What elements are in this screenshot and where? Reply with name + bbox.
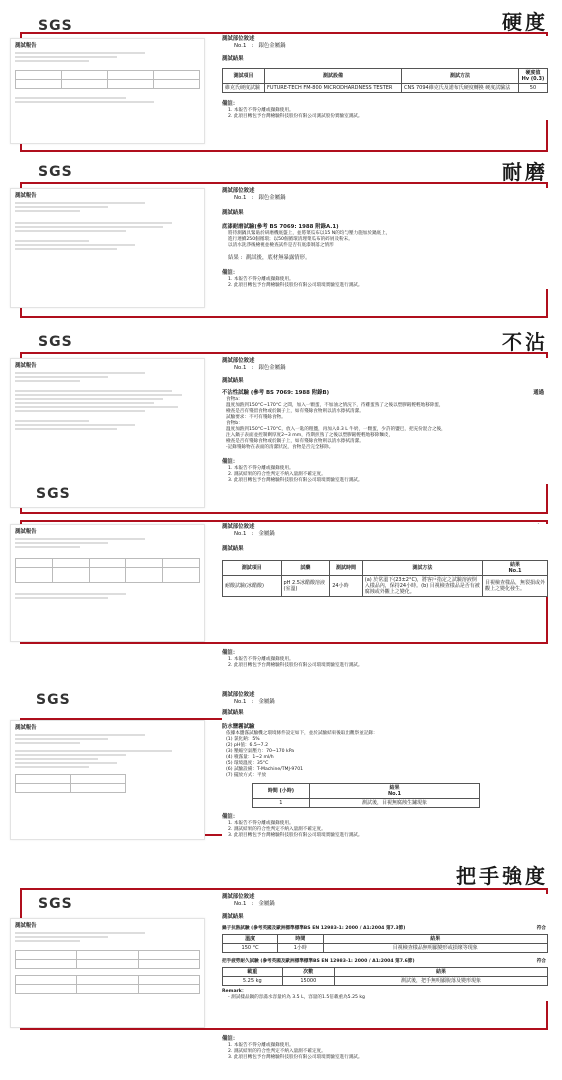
part-no: No.1 [234, 901, 247, 908]
test-name: 底漆耐磨試驗(參考 BS 7069: 1988 附錄A.1) [222, 223, 339, 230]
sgs-logo: SGS [38, 18, 73, 34]
result-flag: 通過 [533, 389, 544, 396]
report-body: 測試部位敘述 No.1 : 銀色金屬鍋 測試結果 底漆耐磨試驗(參考 BS 7069: 1988 附錄A.1) 將待測鍋具緊貼於研磨機底盤上，並將菜瓜布以15 N的均勻壓力施加於鍋底上， 進行連續250個循環；以50個循環清理菜瓜布的碎屑及粉末。 以清水洗淨後檢視並檢查試件是否有底漆剝落之情形 結果 : 測試後，底材無暴露情形。 備註： 1. 本報告不得分離或擷錄使用。 2. 此項目轉包予台灣檢驗科技股份有限公司環境實驗室進行測試。 [222, 188, 548, 289]
table-cell: 1小時 [278, 943, 323, 952]
report-notes [222, 650, 548, 669]
table-header: 結果 [323, 934, 547, 943]
table-cell: 150 °C [223, 943, 278, 952]
table-header: 測試項目 [223, 560, 282, 575]
param-line: (3) 壓縮空氣壓力：70~170 kPa [226, 748, 295, 754]
table-cell: pH 2.5冰醋酸溶液(室溫) [281, 575, 330, 596]
sgs-logo: SGS [38, 164, 73, 180]
result-table [222, 967, 548, 986]
part-desc: 金屬鍋 [258, 531, 275, 538]
section-heading: 不沾 [502, 330, 548, 354]
param-line: (6) 試驗設備：T-Machine/TMJ-9701 [226, 766, 304, 772]
table-header: 結果 [334, 967, 547, 976]
table-cell: 1 [253, 798, 310, 807]
desc-line: 檢查是否有殘留食物或於鍋子上，如有殘餘食物則以清水擦拭清潔。 [226, 408, 364, 414]
part-description-title: 測試部位敘述 [222, 188, 255, 194]
note: 2. 測試結果的符合性判定不納入量測不確定度。 [228, 472, 326, 478]
table-cell: 耐酸試驗(冰醋酸) [223, 575, 282, 596]
thumb-title: 測試報告 [15, 363, 37, 369]
result-title: 測試結果 [222, 710, 244, 717]
note: 1. 本報告不得分離或擷錄使用。 [228, 466, 294, 472]
part-description-title: 測試部位敘述 [222, 524, 255, 530]
note: 1. 本報告不得分離或擷錄使用。 [228, 1043, 294, 1049]
remark-title: Remark： [222, 988, 247, 994]
note: 3. 此項目轉包予台灣檢驗科技股份有限公司環境實驗室進行測試。 [228, 833, 363, 839]
result-title: 測試結果 [222, 378, 244, 385]
note: 2. 此項目轉包予台灣檢驗科技股份有限公司測試股份實驗室測試。 [228, 113, 363, 119]
desc-line: 食物b： [226, 420, 243, 426]
note: 2. 測試結果的符合性判定不納入量測不確定度。 [228, 827, 326, 833]
table-header: 測試方法 [402, 68, 519, 83]
test-name: 把手疲勞耐久試驗 (參考英國及歐洲標準標準BS EN 12983-1: 2000 / A1:2004 第7.6節) [222, 958, 415, 964]
test-name: 鍋子抗熱試驗 (參考英國及歐洲標準標準BS EN 12983-1: 2000 / A1:2004 第7.3節) [222, 925, 406, 931]
result-title: 測試結果 [222, 914, 244, 921]
table-header: 結果 No.1 [309, 783, 479, 798]
section-corrosion [0, 690, 562, 860]
result-flag: 符合 [536, 958, 546, 964]
desc-line: 將待測鍋具緊貼於研磨機底盤上，並將菜瓜布以15 N的均勻壓力施加於鍋底上， [228, 230, 391, 236]
desc-line: 檢查是否有殘餘食物或於鍋子上，如有殘餘食物則以清水擦拭清潔。 [226, 438, 364, 444]
part-description-title: 測試部位敘述 [222, 36, 255, 42]
param-line: (5) 環境溫度：35°C [226, 760, 269, 766]
report-thumbnail [10, 188, 205, 308]
sgs-logo: SGS [38, 334, 73, 350]
section-handle-strength [0, 860, 562, 1080]
section-nonstick [0, 330, 562, 520]
note: 2. 此項目轉包予台灣檢驗科技股份有限公司環境實驗室進行測試。 [228, 663, 363, 669]
desc-line: -記錄殘餘物在表面的清潔狀況，食物是否完全移除。 [226, 444, 334, 450]
note: 1. 本報告不得分離或擷錄使用。 [228, 277, 294, 283]
notes-title: 備註： [222, 813, 239, 820]
section-acid [0, 486, 562, 690]
desc-line: 食物a： [226, 396, 243, 402]
section-hardness [0, 0, 562, 160]
report-body: 測試部位敘述 No.1 : 銀色金屬鍋 測試結果 測試項目 測試設備 測試方法 硬度值 Hv (0.3) 維克氏硬度試驗 FUTURE-TECH FM-800 MICRODHARDNESS TESTER CNS 7094維克氏及諾布氏硬度轉換 硬度試驗法 50 備註： 1. 本報告不得分離或擷錄使用。 2. 此項目轉包予台灣檢驗科技股份有限公司測試股份實驗室測試。 [222, 36, 548, 120]
notes-title: 備註： [222, 458, 239, 465]
notes-title: 備註： [222, 270, 239, 277]
table-header: 試藥 [281, 560, 330, 575]
section-heading: 耐磨 [502, 160, 548, 184]
note: 1. 本報告不得分離或擷錄使用。 [228, 657, 294, 663]
table-header: 時間 (小時) [253, 783, 310, 798]
notes-title: 備註： [222, 650, 239, 656]
part-no: No.1 [234, 195, 247, 202]
table-header: 測試項目 [223, 68, 265, 83]
note: 2. 測試結果的符合性判定不納入量測不確定度。 [228, 1049, 326, 1055]
table-cell: 5.25 kg [223, 976, 283, 985]
section-heading: 硬度 [502, 10, 548, 34]
part-desc: 金屬鍋 [258, 699, 275, 706]
result-label: 結果 [228, 254, 239, 261]
test-name: 防水鹽霧試驗 [222, 723, 255, 730]
part-description-title: 測試部位敘述 [222, 692, 255, 698]
report-thumbnail [10, 524, 205, 642]
sgs-logo: SGS [38, 896, 73, 912]
result-table [222, 68, 548, 93]
part-no: No.1 [234, 43, 247, 50]
table-header: 溫度 [223, 934, 278, 943]
table-cell: 15000 [282, 976, 334, 985]
table-cell: CNS 7094維克氏及諾布氏硬度轉換 硬度試驗法 [402, 83, 519, 92]
table-header: 測試設備 [265, 68, 402, 83]
table-header: 硬度值 Hv (0.3) [518, 68, 547, 83]
table-cell: 維克氏硬度試驗 [223, 83, 265, 92]
part-description-title: 測試部位敘述 [222, 894, 255, 900]
table-header: 測試時間 [330, 560, 363, 575]
note: 1. 本報告不得分離或擷錄使用。 [228, 107, 294, 113]
desc-line: 溫度加熱到150°C~170°C，放入一匙的粗鹽，再加入0.3 L 牛奶，一顆蛋，少許的鹽巴，把充份混合之後， [226, 426, 446, 432]
report-body: 測試部位敘述 No.1 : 金屬鍋 測試結果 鍋子抗熱試驗 (參考英國及歐洲標準標準BS EN 12983-1: 2000 / A1:2004 第7.3節) 符合 溫度 時間 結果 150 °C 1小時 目視檢查樣品無明顯變形或損壞等現象 把手疲勞耐久試驗 (參考英國及歐洲標準標準BS EN 12983-1: 2000 / A1:2004 第7.6節) 符合 載重 次數 結果 5.25 kg 15000 測試後，把手無明顯脫落及變形現象 Remark： - 測試樣品鍋的容滿水容量約為 3.5 L，容量的1.5倍載重為5.25 kg [222, 894, 546, 1000]
table-cell: 24小時 [330, 575, 363, 596]
desc-line: 以清水洗淨後檢視並檢查試件是否有底漆剝落之情形 [228, 242, 334, 248]
note: 3. 此項目轉包予台灣檢驗科技股份有限公司環境實驗室進行測試。 [228, 1055, 363, 1061]
part-description-title: 測試部位敘述 [222, 358, 255, 364]
param-line: (1) 氯化鈉：5% [226, 736, 260, 742]
thumb-title: 測試報告 [15, 43, 37, 49]
test-name: 不沾性試驗 (參考 BS 7069: 1988 附錄B) [222, 389, 330, 396]
part-no: No.1 [234, 699, 247, 706]
table-header: 時間 [278, 934, 323, 943]
report-notes [222, 1036, 548, 1061]
result-text: 測試後，底材無暴露情形。 [245, 254, 311, 261]
thumb-title: 測試報告 [15, 529, 37, 535]
table-cell: 目視檢查樣品無明顯變形或損壞等現象 [323, 943, 547, 952]
table-cell: 測試後，目視無腐蝕生鏽現象 [309, 798, 479, 807]
notes-title: 備註： [222, 1036, 239, 1042]
table-cell: 測試後，把手無明顯脫落及變形現象 [334, 976, 547, 985]
part-no: No.1 [234, 531, 247, 538]
table-header: 測試方法 [362, 560, 482, 575]
part-desc: 銀色金屬鍋 [258, 195, 286, 202]
report-body: 測試部位敘述 No.1 : 金屬鍋 測試結果 測試項目 試藥 測試時間 測試方法 結果 No.1 耐酸試驗(冰醋酸) pH 2.5冰醋酸溶液(室溫) 24小時 (a) 於常溫下(23±2°C)，將客戶指定之試驗溶液倒入樣品內，保持24小時。(b) 目視檢查樣品是否有被腐蝕或外觀上之變化。 目視檢查樣品，無裂損或外觀上之變化發生。 [222, 524, 548, 597]
notes-title: 備註： [222, 100, 239, 107]
note: 3. 此項目轉包予台灣檢驗科技股份有限公司環境實驗室進行測試。 [228, 478, 363, 484]
result-title: 測試結果 [222, 210, 244, 217]
param-line: (7) 擺放方式：平放 [226, 772, 267, 778]
sgs-logo: SGS [36, 692, 71, 708]
report-body: 測試部位敘述 No.1 : 銀色金屬鍋 測試結果 不沾性試驗 (參考 BS 7069: 1988 附錄B) 通過 食物a： 溫度加熱到150°C~170°C 之間，加入一顆蛋，不加油之情況下，待雞蛋熟了之後以塑膠鏟輕輕地移除蛋， 檢查是否有殘留食物或於鍋子上，如有殘餘食物則以清水擦拭清潔。 試驗要求：不可有殘餘食物。 食物b： 溫度加熱到150°C~170°C，放入一匙的粗鹽，再加入0.3 L 牛奶，一顆蛋，少許的鹽巴，把充份混合之後， 注入鍋子表面並控制剩厚度2~3 mm，待期煎熟了之後以塑膠鏟輕輕地移除麵皮， 檢查是否有殘餘食物或於鍋子上，如有殘餘食物則以清水擦拭清潔。 -記錄殘餘物在表面的清潔狀況，食物是否完全移除。 備註： 1. 本報告不得分離或擷錄使用。 2. 測試結果的符合性判定不納入量測不確定度。 3. 此項目轉包予台灣檢驗科技股份有限公司環境實驗室進行測試。 [222, 358, 548, 484]
result-table [222, 934, 548, 953]
part-desc: 金屬鍋 [258, 901, 275, 908]
part-no: No.1 [234, 365, 247, 372]
section-abrasion [0, 160, 562, 330]
table-cell: FUTURE-TECH FM-800 MICRODHARDNESS TESTER [265, 83, 402, 92]
result-title: 測試結果 [222, 546, 244, 553]
note: 1. 本報告不得分離或擷錄使用。 [228, 821, 294, 827]
desc-line: 進行連續250個循環；以50個循環清理菜瓜布的碎屑及粉末。 [228, 236, 353, 242]
desc-line: 溫度加熱到150°C~170°C 之間，加入一顆蛋，不加油之情況下，待雞蛋熟了之後以塑膠鏟輕輕地移除蛋， [226, 402, 444, 408]
sgs-logo: SGS [36, 486, 71, 502]
table-cell: 目視檢查樣品，無裂損或外觀上之變化發生。 [483, 575, 548, 596]
report-thumbnail [10, 38, 205, 144]
result-flag: 符合 [536, 925, 546, 931]
table-header: 載重 [223, 967, 283, 976]
thumb-title: 測試報告 [15, 923, 37, 929]
table-header: 結果 No.1 [483, 560, 548, 575]
part-desc: 銀色金屬鍋 [258, 43, 286, 50]
thumb-title: 測試報告 [15, 725, 37, 731]
table-cell: 50 [518, 83, 547, 92]
report-thumbnail [10, 918, 205, 1028]
intro-text: 依據本鹽霧試驗機之環境條件設定如下，並於試驗結束後取出觀察並記錄： [226, 730, 378, 736]
remark-text: - 測試樣品鍋的容滿水容量約為 3.5 L，容量的1.5倍載重為5.25 kg [228, 994, 365, 1000]
result-title: 測試結果 [222, 56, 244, 63]
desc-line: 試驗要求：不可有殘餘食物。 [226, 414, 286, 420]
param-line: (2) pH值：6.5~7.2 [226, 742, 268, 748]
param-line: (4) 噴霧量：1~2 ml/h [226, 754, 274, 760]
section-heading: 把手強度 [456, 864, 548, 888]
desc-line: 注入鍋子表面並控制剩厚度2~3 mm，待期煎熟了之後以塑膠鏟輕輕地移除麵皮， [226, 432, 394, 438]
note: 2. 此項目轉包予台灣檢驗科技股份有限公司環境實驗室進行測試。 [228, 283, 363, 289]
result-table [222, 560, 548, 597]
report-thumbnail [10, 720, 205, 840]
part-desc: 銀色金屬鍋 [258, 365, 286, 372]
table-header: 次數 [282, 967, 334, 976]
table-cell: (a) 於常溫下(23±2°C)，將客戶指定之試驗溶液倒入樣品內，保持24小時。(b) 目視檢查樣品是否有被腐蝕或外觀上之變化。 [362, 575, 482, 596]
result-table [252, 783, 480, 808]
thumb-title: 測試報告 [15, 193, 37, 199]
report-body: 測試部位敘述 No.1 : 金屬鍋 測試結果 防水鹽霧試驗 依據本鹽霧試驗機之環境條件設定如下，並於試驗結束後取出觀察並記錄： (1) 氯化鈉：5% (2) pH值：6.5~7.2 (3) 壓縮空氣壓力：70~170 kPa (4) 噴霧量：1~2 ml/h (5) 環境溫度：35°C (6) 試驗設備：T-Machine/TMJ-9701 (7) 擺放方式：平放 時間 (小時) 結果 No.1 1 測試後，目視無腐蝕生鏽現象 備註： 1. 本報告不得分離或擷錄使用。 2. 測試結果的符合性判定不納入量測不確定度。 3. 此項目轉包予台灣檢驗科技股份有限公司環境實驗室進行測試。 [222, 692, 548, 839]
